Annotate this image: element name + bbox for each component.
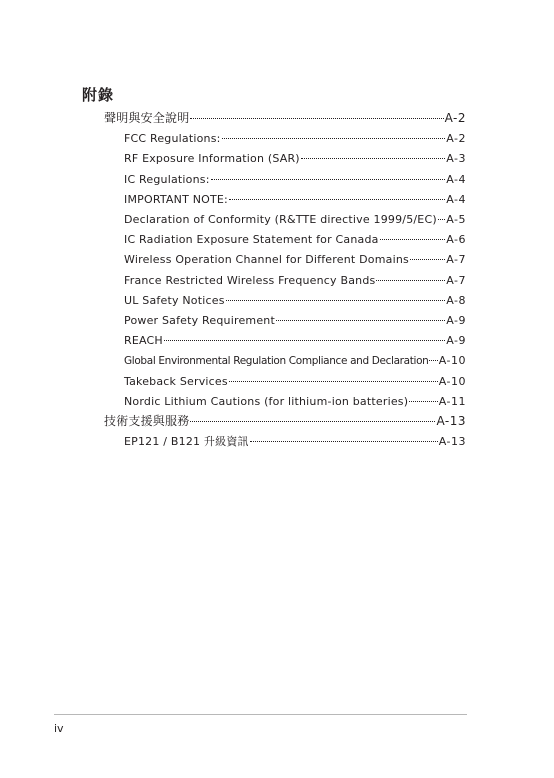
toc-entry-title: RF Exposure Information (SAR) [124,152,300,166]
toc-entry[interactable] [124,395,466,408]
toc-entry-title: IC Regulations: [124,172,210,186]
toc-entry[interactable] [124,233,466,246]
toc-entry[interactable] [124,435,466,448]
toc-dot-leader [376,280,445,281]
toc-entry-title: UL Safety Notices [124,293,225,307]
toc-entry-title: Takeback Services [124,374,228,388]
toc-entry-page: A-4 [446,192,466,206]
toc-entry-page: A-2 [446,132,466,146]
toc-dot-leader [190,421,435,422]
toc-entry-page: A-6 [446,233,466,247]
toc-entry-title: France Restricted Wireless Frequency Bands [124,273,376,287]
toc-entry[interactable] [124,334,466,347]
toc-entry-page: A-3 [446,152,466,166]
toc-entry-page: A-10 [438,374,466,388]
toc-dot-leader [164,340,445,341]
toc-entry-page: A-9 [446,314,466,327]
toc-entry-title: Power Safety Requirement [124,314,275,327]
toc-entry-title: Nordic Lithium Cautions (for lithium-ion batteries) [124,394,409,408]
toc-entry[interactable] [124,193,466,206]
toc-dot-leader [229,199,445,200]
toc-dot-leader [211,179,446,180]
toc-entry-page: A-13 [436,414,466,428]
toc-entry[interactable] [124,132,466,145]
toc-entry[interactable] [124,274,466,287]
toc-entry-page: A-7 [446,273,466,287]
toc-entry-page: A-13 [438,435,466,449]
toc-dot-leader [301,158,445,159]
toc-entry[interactable] [104,415,466,428]
toc-entry-page: A-9 [446,334,466,348]
toc-dot-leader [229,381,438,382]
toc-dot-leader [222,138,446,139]
footer-divider [54,714,467,715]
toc-entry-page: A-8 [446,293,466,307]
toc-entry[interactable] [124,152,466,165]
toc-entry[interactable] [124,173,466,186]
toc-dot-leader [276,320,445,321]
toc-entry-page: A-7 [446,253,466,267]
toc-dot-leader [410,259,445,260]
footer-page-number: iv [54,722,64,735]
toc-dot-leader [250,441,438,442]
toc-entry[interactable] [124,375,466,388]
toc-entry[interactable] [104,112,466,125]
toc-entry[interactable] [124,213,466,226]
toc-dot-leader [226,300,446,301]
toc-entry-title: FCC Regulations: [124,132,221,146]
toc-entry-title: Global Environmental Regulation Compliance and Declaration [124,355,429,368]
toc-entry[interactable] [124,294,466,307]
toc-entry-page: A-5 [446,213,466,226]
toc-entry-title: Wireless Operation Channel for Different Domains [124,253,409,267]
toc-entry[interactable] [124,314,466,327]
toc-entry[interactable] [124,253,466,266]
toc-dot-leader [190,118,443,119]
toc-dot-leader [429,360,437,361]
toc-entry[interactable] [124,354,466,368]
page-title: 附錄 [82,86,115,104]
toc-entry-title: 技術支援與服務 [104,414,190,428]
toc-entry-title: 聲明與安全說明 [104,111,190,125]
toc-entry-title: IMPORTANT NOTE: [124,192,228,206]
toc-entry-page: A-2 [444,111,466,125]
toc-entry-title: REACH [124,334,163,348]
toc-dot-leader [380,239,446,240]
toc-dot-leader [438,219,445,220]
toc-dot-leader [409,401,438,402]
toc-entry-page: A-4 [446,172,466,186]
toc-entry-page: A-11 [438,394,466,408]
toc-entry-page: A-10 [438,354,466,368]
toc-entry-title: Declaration of Conformity (R&TTE directive 1999/5/EC) [124,213,437,226]
toc-entry-title: EP121 / B121 升級資訊 [124,435,249,449]
toc-entry-title: IC Radiation Exposure Statement for Canada [124,233,379,247]
